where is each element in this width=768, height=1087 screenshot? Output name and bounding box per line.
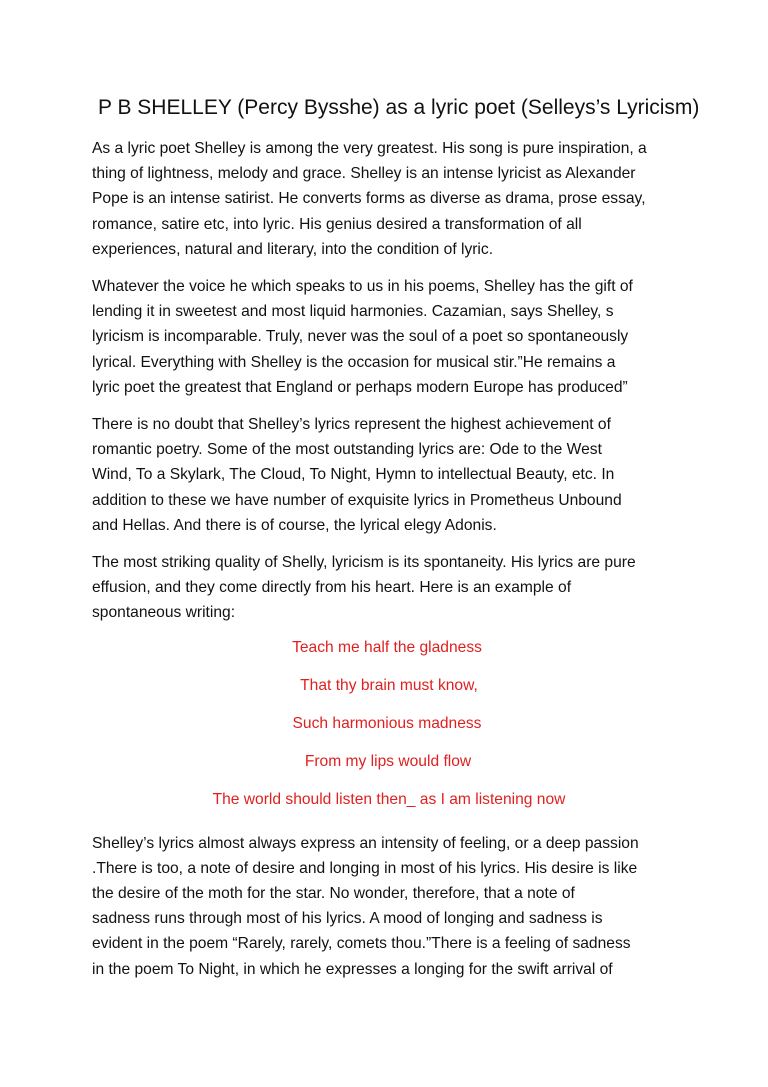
poem-line: From my lips would flow (304, 752, 472, 770)
text-line: Shelley’s lyrics almost always express an intensity of feeling, or a deep passion (92, 834, 639, 852)
text-line: Whatever the voice he which speaks to us in his poems, Shelley has the gift of (92, 278, 633, 296)
document-title: P B SHELLEY (Percy Bysshe) as a lyric poet (Selleys’s Lyricism) (98, 96, 700, 119)
paragraph-achievement (92, 412, 682, 538)
text-line: addition to these we have number of exquisite lyrics in Prometheus Unbound (92, 491, 622, 509)
text-line: experiences, natural and literary, into the condition of lyric. (92, 240, 494, 258)
paragraph-intensity (92, 831, 682, 982)
paragraph-spontaneity (92, 550, 682, 626)
text-line: The most striking quality of Shelly, lyricism is its spontaneity. His lyrics are pure (92, 554, 636, 572)
text-line: lyrical. Everything with Shelley is the occasion for musical stir.”He remains a (92, 353, 616, 371)
text-line: evident in the poem “Rarely, rarely, comets thou.”There is a feeling of sadness (92, 935, 631, 953)
text-line: the desire of the moth for the star. No wonder, therefore, that a note of (92, 885, 575, 903)
poem-line: Teach me half the gladness (292, 638, 482, 656)
text-line: spontaneous writing: (92, 604, 236, 622)
paragraph-lyric-poet (92, 136, 682, 262)
poem-excerpt (92, 629, 682, 819)
text-line: and Hellas. And there is of course, the lyrical elegy Adonis. (92, 516, 497, 534)
text-line: lending it in sweetest and most liquid harmonies. Cazamian, says Shelley, s (92, 303, 614, 321)
poem-line: The world should listen then_ as I am listening now (212, 790, 566, 808)
poem-line: That thy brain must know, (300, 676, 478, 694)
text-line: thing of lightness, melody and grace. Shelley is an intense lyricist as Alexander (92, 165, 636, 183)
text-line: in the poem To Night, in which he expresses a longing for the swift arrival of (92, 960, 613, 978)
paragraph-voice (92, 274, 682, 400)
text-line: romance, satire etc, into lyric. His genius desired a transformation of all (92, 215, 582, 233)
text-line: There is no doubt that Shelley’s lyrics represent the highest achievement of (92, 416, 611, 434)
document-body (92, 136, 682, 994)
text-line: .There is too, a note of desire and longing in most of his lyrics. His desire is like (92, 859, 638, 877)
text-line: Pope is an intense satirist. He converts forms as diverse as drama, prose essay, (92, 190, 646, 208)
text-line: As a lyric poet Shelley is among the very greatest. His song is pure inspiration, a (92, 140, 647, 157)
text-line: romantic poetry. Some of the most outstanding lyrics are: Ode to the West (92, 441, 602, 459)
text-line: sadness runs through most of his lyrics. A mood of longing and sadness is (92, 910, 603, 928)
text-line: lyricism is incomparable. Truly, never was the soul of a poet so spontaneously (92, 328, 629, 346)
text-line: effusion, and they come directly from his heart. Here is an example of (92, 579, 572, 597)
poem-line: Such harmonious madness (292, 714, 482, 732)
text-line: Wind, To a Skylark, The Cloud, To Night, Hymn to intellectual Beauty, etc. In (92, 466, 615, 484)
text-line: lyric poet the greatest that England or perhaps modern Europe has produced” (92, 378, 628, 396)
